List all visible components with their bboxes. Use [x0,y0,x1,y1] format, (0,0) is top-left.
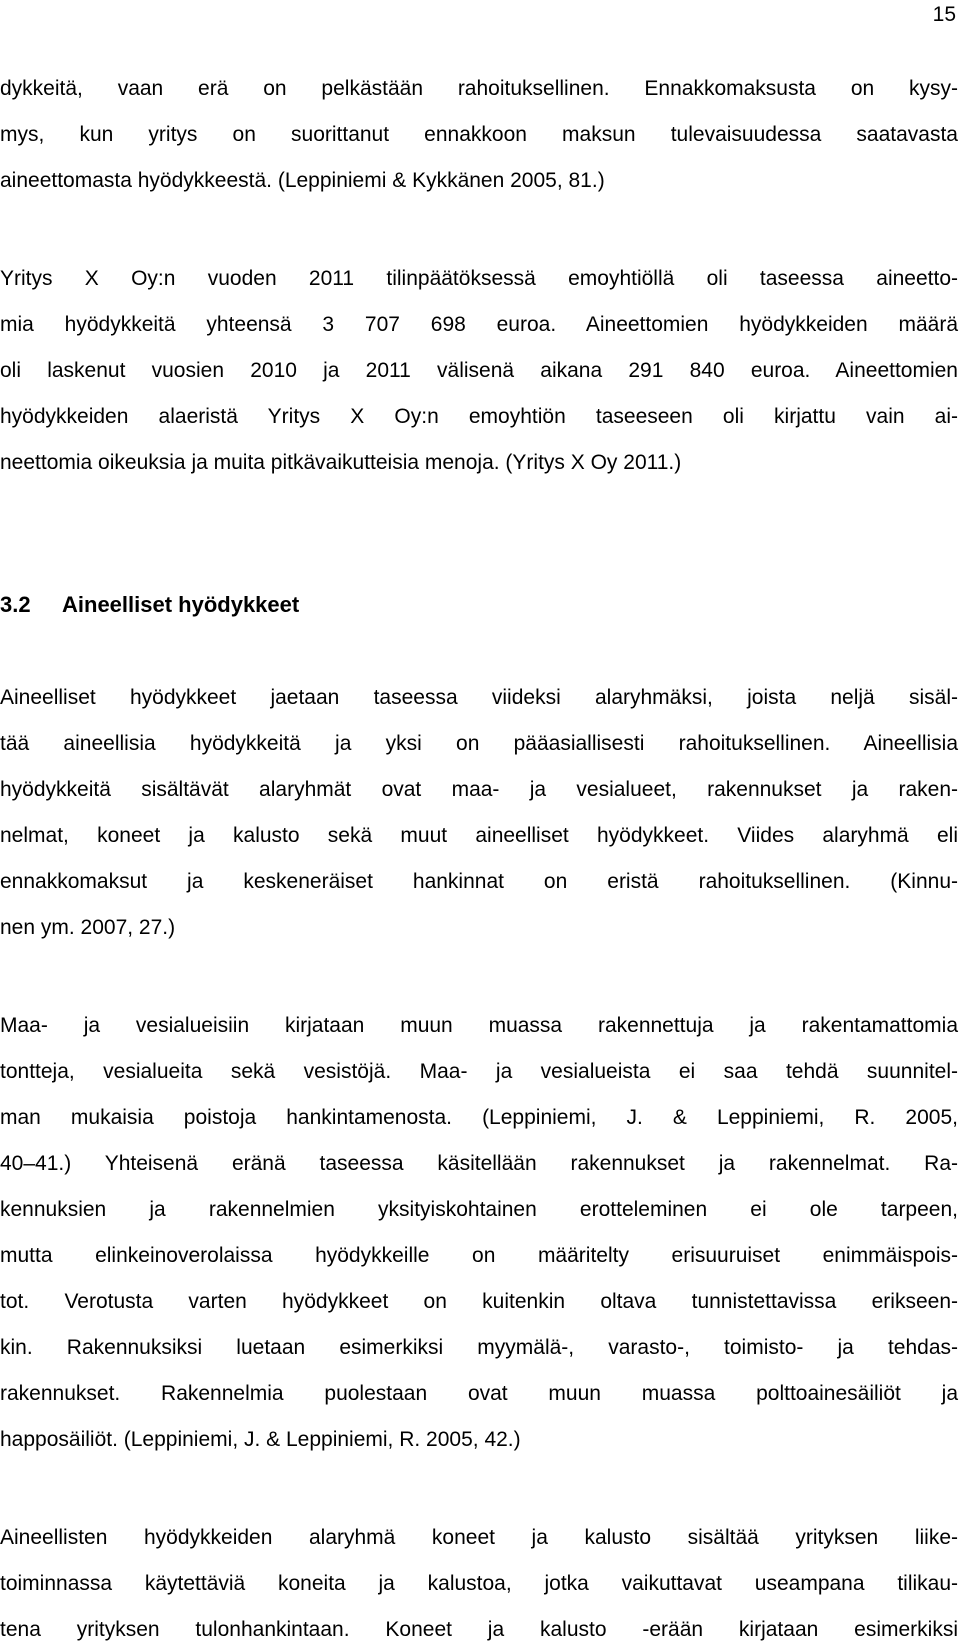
paragraph-3-line-4: nelmat, koneet ja kalusto sekä muut aineelliset hyödykkeet. Viides alaryhmä eli [0,824,958,847]
paragraph-3-line-3: hyödykkeitä sisältävät alaryhmät ovat maa- ja vesialueet, rakennukset ja raken- [0,778,958,801]
paragraph-4-line-8: kin. Rakennuksiksi luetaan esimerkiksi myymälä-, varasto-, toimisto- ja tehdas- [0,1336,958,1359]
paragraph-2-line-3: oli laskenut vuosien 2010 ja 2011 välisenä aikana 291 840 euroa. Aineettomien [0,359,958,382]
paragraph-4-line-5: kennuksien ja rakennelmien yksityiskohtainen erotteleminen ei ole tarpeen, [0,1198,958,1221]
paragraph-4-line-7: tot. Verotusta varten hyödykkeet on kuitenkin oltava tunnistettavissa erikseen- [0,1290,958,1313]
paragraph-4-line-2: tontteja, vesialueita sekä vesistöjä. Maa- ja vesialueista ei saa tehdä suunnitel- [0,1060,958,1083]
paragraph-5-line-2: toiminnassa käytettäviä koneita ja kalustoa, jotka vaikuttavat useampana tilikau- [0,1572,958,1595]
paragraph-1-line-2: mys, kun yritys on suorittanut ennakkoon maksun tulevaisuudessa saatavasta [0,123,958,146]
paragraph-4-line-1: Maa- ja vesialueisiin kirjataan muun muassa rakennettuja ja rakentamattomia [0,1014,958,1037]
paragraph-4-line-9: rakennukset. Rakennelmia puolestaan ovat muun muassa polttoainesäiliöt ja [0,1382,958,1405]
paragraph-3-line-1: Aineelliset hyödykkeet jaetaan taseessa viideksi alaryhmäksi, joista neljä sisäl- [0,686,958,709]
section-heading [0,591,299,619]
paragraph-4-line-3: man mukaisia poistoja hankintamenosta. (Leppiniemi, J. & Leppiniemi, R. 2005, [0,1106,958,1129]
paragraph-3-line-5: ennakkomaksut ja keskeneräiset hankinnat on eristä rahoituksellinen. (Kinnu- [0,870,958,893]
paragraph-5-line-3: tena yrityksen tulonhankintaan. Koneet ja kalusto -erään kirjataan esimerkiksi [0,1618,958,1641]
page-number: 15 [932,3,956,26]
paragraph-4-line-4: 40–41.) Yhteisenä eränä taseessa käsitellään rakennukset ja rakennelmat. Ra- [0,1152,958,1175]
paragraph-2-line-2: mia hyödykkeitä yhteensä 3 707 698 euroa. Aineettomien hyödykkeiden määrä [0,313,958,336]
paragraph-4-line-10: happosäiliöt. (Leppiniemi, J. & Leppiniemi, R. 2005, 42.) [0,1428,521,1451]
paragraph-2-line-4: hyödykkeiden alaeristä Yritys X Oy:n emoyhtiön taseeseen oli kirjattu vain ai- [0,405,958,428]
paragraph-1-line-1: dykkeitä, vaan erä on pelkästään rahoituksellinen. Ennakkomaksusta on kysy- [0,77,958,100]
paragraph-4-line-6: mutta elinkeinoverolaissa hyödykkeille on määritelty erisuuruiset enimmäispois- [0,1244,958,1267]
section-number: 3.2 [0,592,31,617]
section-title: Aineelliset hyödykkeet [62,592,300,617]
paragraph-3-line-2: tää aineellisia hyödykkeitä ja yksi on pääasiallisesti rahoituksellinen. Aineellisia [0,732,958,755]
paragraph-2-line-1: Yritys X Oy:n vuoden 2011 tilinpäätöksessä emoyhtiöllä oli taseessa aineetto- [0,267,958,290]
paragraph-2-line-5: neettomia oikeuksia ja muita pitkävaikutteisia menoja. (Yritys X Oy 2011.) [0,451,682,474]
paragraph-5-line-1: Aineellisten hyödykkeiden alaryhmä koneet ja kalusto sisältää yrityksen liike- [0,1526,958,1549]
paragraph-1-line-3: aineettomasta hyödykkeestä. (Leppiniemi & Kykkänen 2005, 81.) [0,169,605,192]
paragraph-3-line-6: nen ym. 2007, 27.) [0,916,176,939]
